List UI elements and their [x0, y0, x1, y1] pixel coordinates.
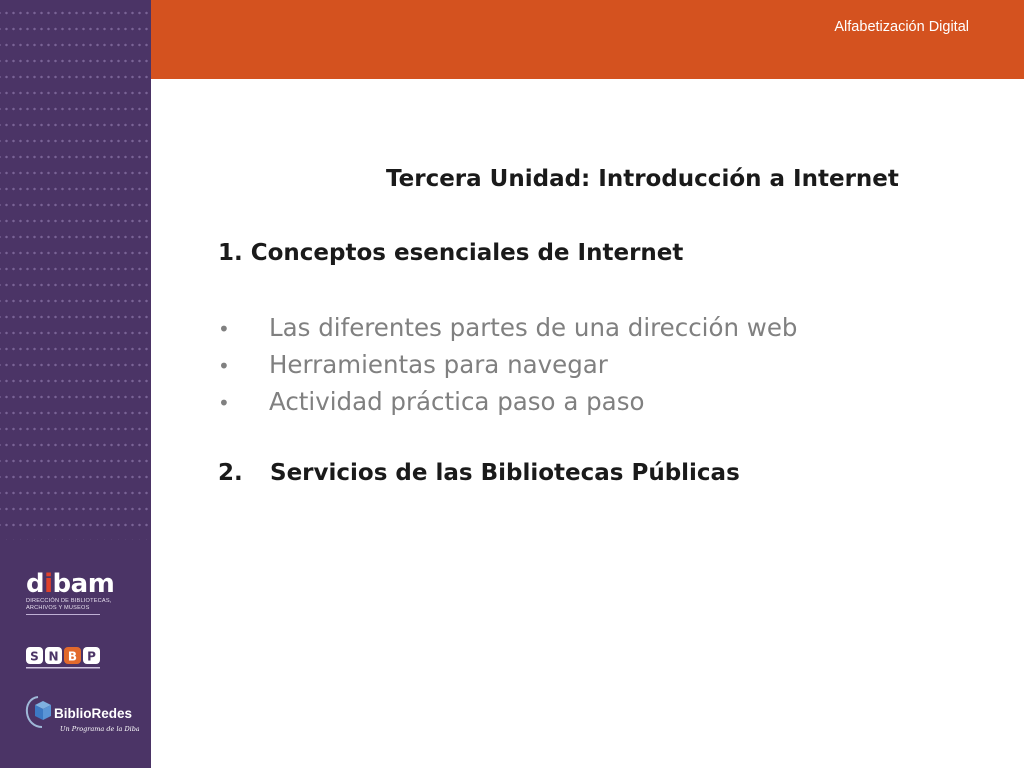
header-label: Alfabetización Digital — [834, 19, 969, 35]
section-heading-2 — [218, 460, 740, 486]
dibam-wordmark — [26, 570, 136, 598]
snbp-letter-p: P — [87, 649, 96, 664]
list-item — [218, 387, 797, 424]
header-bar — [151, 0, 1024, 79]
bullet-text: Actividad práctica paso a paso — [269, 387, 645, 416]
dibam-subtitle-line1: DIRECCIÓN DE BIBLIOTECAS, — [26, 598, 112, 604]
section-number: 2. — [218, 460, 243, 486]
dibam-subtitle-line2: ARCHIVOS Y MUSEOS — [26, 605, 90, 611]
list-item — [218, 313, 797, 350]
section-heading-1: 1. Conceptos esenciales de Internet — [218, 240, 684, 266]
biblioredes-wordmark: BiblioRedes — [54, 706, 133, 721]
biblioredes-emblem — [24, 693, 139, 735]
bullet-list — [218, 313, 797, 424]
dibam-letter-d: d — [26, 569, 45, 599]
dibam-logo — [26, 570, 136, 616]
snbp-emblem — [25, 645, 105, 673]
snbp-letter-n: N — [48, 649, 59, 664]
slide-title: Tercera Unidad: Introducción a Internet — [386, 166, 899, 192]
snbp-letter-b: B — [67, 649, 78, 664]
biblioredes-tagline: Un Programa de la Dibam — [60, 725, 139, 733]
dibam-underline — [26, 613, 100, 616]
bullet-icon: • — [218, 354, 230, 378]
snbp-logo — [25, 645, 105, 673]
list-item — [218, 350, 797, 387]
bullet-text: Herramientas para navegar — [269, 350, 608, 379]
snbp-letter-s: S — [30, 649, 39, 664]
biblioredes-logo — [24, 693, 139, 735]
dibam-letter-i: i — [44, 569, 53, 599]
section-text: Servicios de las Bibliotecas Públicas — [270, 460, 740, 486]
bullet-icon: • — [218, 391, 230, 415]
bullet-text: Las diferentes partes de una dirección web — [269, 313, 798, 342]
bullet-icon: • — [218, 317, 230, 341]
dibam-letters-bam: bam — [52, 569, 115, 599]
